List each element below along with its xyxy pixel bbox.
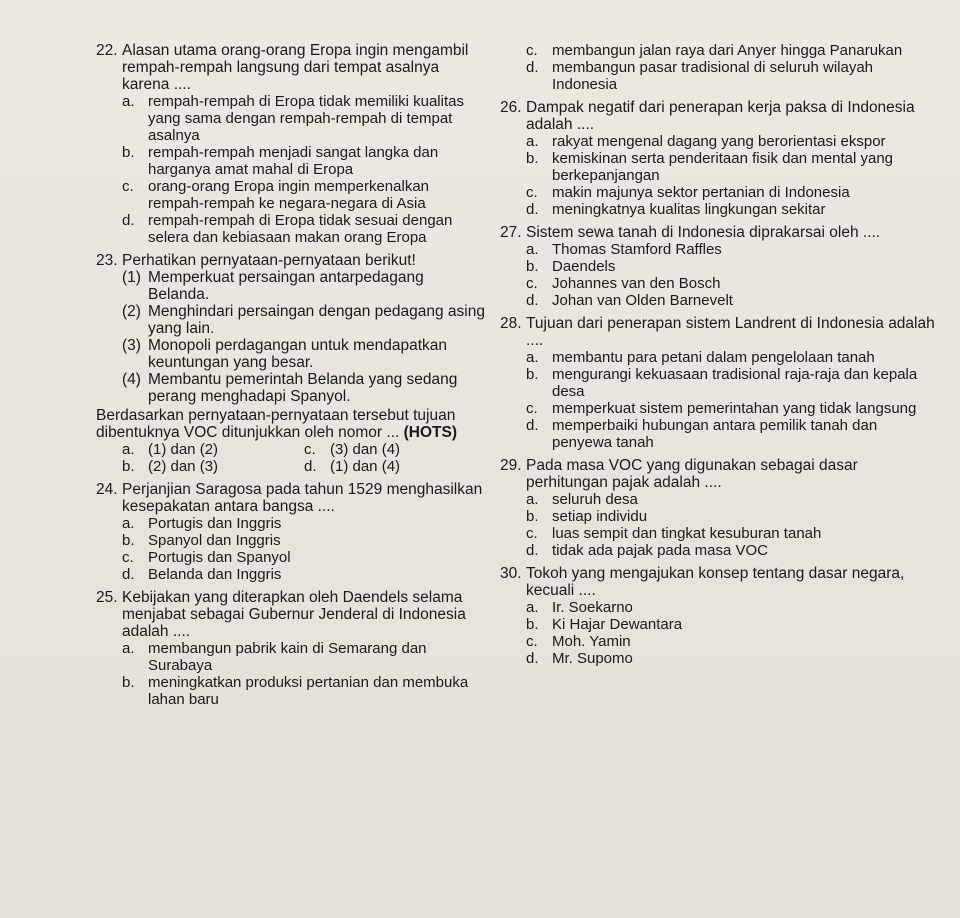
option-text: (2) dan (3) [148,458,219,475]
option-text: membangun jalan raya dari Anyer hingga Panarukan [552,42,903,59]
option-text: membantu para petani dalam pengelolaan tanah [552,349,875,366]
option-b[interactable] [122,458,304,475]
option-text: orang-orang Eropa ingin memperkenalkan rempah-rempah ke negara-negara di Asia [148,178,430,212]
statement-2 [96,303,486,337]
option-letter: d. [526,650,539,667]
question-number: 30. [500,565,522,582]
option-c[interactable] [526,525,940,542]
option-b[interactable] [122,532,486,549]
option-text: Daendels [552,258,616,275]
option-b[interactable] [526,616,940,633]
option-text: Johan van Olden Barnevelt [552,292,733,309]
question-number: 22. [96,42,118,59]
statement-text: Menghindari persaingan dengan pedagang asing yang lain. [148,303,485,337]
question-28 [500,315,940,451]
option-letter: a. [122,640,135,657]
option-text: memperbaiki hubungan antara pemilik tanah dan penyewa tanah [552,417,878,451]
statement-number: (4) [122,371,141,388]
option-c[interactable] [526,42,940,59]
question-number: 29. [500,457,522,474]
question-30 [500,565,940,667]
option-b[interactable] [122,674,486,708]
option-letter: b. [526,616,539,633]
question-number: 23. [96,252,118,269]
option-letter: b. [526,150,539,167]
option-d[interactable] [526,292,940,309]
question-stem: Tujuan dari penerapan sistem Landrent di Indonesia adalah .... [526,315,935,349]
question-stem: Dampak negatif dari penerapan kerja paksa di Indonesia adalah .... [526,99,915,133]
statement-4 [96,371,486,405]
question-22 [96,42,486,246]
option-d[interactable] [526,542,940,559]
option-text: kemiskinan serta penderitaan fisik dan mental yang berkepanjangan [552,150,894,184]
question-stem: Perjanjian Saragosa pada tahun 1529 menghasilkan kesepakatan antara bangsa .... [122,481,483,515]
option-letter: c. [526,184,538,201]
question-number: 28. [500,315,522,332]
option-a[interactable] [526,241,940,258]
option-a[interactable] [526,133,940,150]
question-29 [500,457,940,559]
option-c[interactable] [304,441,486,458]
option-text: luas sempit dan tingkat kesuburan tanah [552,525,822,542]
option-d[interactable] [526,59,940,93]
option-letter: a. [526,133,539,150]
option-text: Thomas Stamford Raffles [552,241,722,258]
question-23 [96,252,486,475]
option-text: memperkuat sistem pemerintahan yang tidak langsung [552,400,917,417]
option-letter: c. [526,42,538,59]
question-stem: Perhatikan pernyataan-pernyataan berikut! [122,252,416,269]
question-stem: Pada masa VOC yang digunakan sebagai dasar perhitungan pajak adalah .... [526,457,858,491]
hots-label: (HOTS) [403,424,457,441]
option-letter: c. [526,275,538,292]
option-letter: a. [526,599,539,616]
option-text: meningkatkan produksi pertanian dan membuka lahan baru [148,674,469,708]
statement-number: (2) [122,303,141,320]
option-letter: c. [526,400,538,417]
statement-number: (3) [122,337,141,354]
question-25 [96,589,486,708]
option-text: seluruh desa [552,491,638,508]
option-letter: b. [526,508,539,525]
option-letter: a. [526,491,539,508]
option-a[interactable] [122,441,304,458]
question-stem: Sistem sewa tanah di Indonesia diprakarsai oleh .... [526,224,881,241]
option-text: (1) dan (4) [330,458,401,475]
question-24 [96,481,486,583]
option-letter: d. [526,59,539,76]
option-c[interactable] [526,184,940,201]
option-b[interactable] [526,366,940,400]
option-a[interactable] [526,349,940,366]
option-text: Spanyol dan Inggris [148,532,281,549]
option-b[interactable] [122,144,486,178]
option-text: (1) dan (2) [148,441,219,458]
option-text: setiap individu [552,508,648,525]
question-number: 24. [96,481,118,498]
option-text: rempah-rempah menjadi sangat langka dan harganya amat mahal di Eropa [148,144,439,178]
question-27 [500,224,940,309]
option-letter: d. [122,566,135,583]
option-a[interactable] [122,515,486,532]
question-22-continued [500,42,940,93]
question-number: 26. [500,99,522,116]
question-26 [500,99,940,218]
option-text: membangun pabrik kain di Semarang dan Surabaya [148,640,427,674]
option-c[interactable] [526,633,940,650]
option-text: tidak ada pajak pada masa VOC [552,542,768,559]
option-text: meningkatnya kualitas lingkungan sekitar [552,201,826,218]
left-column [96,42,486,714]
option-letter: a. [122,515,135,532]
option-letter: c. [122,178,134,195]
option-d[interactable] [526,201,940,218]
option-letter: d. [526,292,539,309]
option-letter: c. [526,525,538,542]
question-conclusion [96,407,486,441]
option-letter: b. [122,144,135,161]
option-text: Johannes van den Bosch [552,275,721,292]
option-c[interactable] [526,275,940,292]
option-letter: d. [526,201,539,218]
option-letter: c. [122,549,134,566]
statement-1 [96,269,486,303]
option-text: rempah-rempah di Eropa tidak sesuai dengan selera dan kebiasaan makan orang Eropa [148,212,453,246]
statement-text: Monopoli perdagangan untuk mendapatkan keuntungan yang besar. [148,337,448,371]
option-c[interactable] [526,400,940,417]
option-text: (3) dan (4) [330,441,401,458]
option-letter: d. [122,212,135,229]
option-letter: c. [304,441,316,458]
option-d[interactable] [526,417,940,451]
conclusion-text: Berdasarkan pernyataan-pernyataan tersebut tujuan dibentuknya VOC ditunjukkan oleh nomor ... [96,407,456,441]
option-b[interactable] [526,508,940,525]
option-letter: d. [526,417,539,434]
option-letter: a. [122,93,135,110]
option-text: Belanda dan Inggris [148,566,282,583]
option-text: Ki Hajar Dewantara [552,616,683,633]
option-a[interactable] [122,93,486,144]
option-letter: c. [526,633,538,650]
question-stem: Tokoh yang mengajukan konsep tentang dasar negara, kecuali .... [526,565,905,599]
statement-text: Memperkuat persaingan antarpedagang Belanda. [148,269,424,303]
question-number: 25. [96,589,118,606]
option-letter: a. [122,441,135,458]
question-number: 27. [500,224,522,241]
option-c[interactable] [122,549,486,566]
statement-number: (1) [122,269,141,286]
option-text: Ir. Soekarno [552,599,633,616]
option-letter: b. [122,458,135,475]
option-b[interactable] [526,150,940,184]
question-stem: Kebijakan yang diterapkan oleh Daendels selama menjabat sebagai Gubernur Jenderal di Indonesia adalah .... [122,589,466,640]
option-text: Moh. Yamin [552,633,631,650]
option-text: Portugis dan Spanyol [148,549,291,566]
option-d[interactable] [122,566,486,583]
option-text: rakyat mengenal dagang yang berorientasi ekspor [552,133,886,150]
option-d[interactable] [122,212,486,246]
question-stem: Alasan utama orang-orang Eropa ingin mengambil rempah-rempah langsung dari tempat asalnya karena .... [122,42,469,93]
option-text: Mr. Supomo [552,650,633,667]
option-a[interactable] [122,640,486,674]
option-text: Portugis dan Inggris [148,515,282,532]
option-letter: b. [122,532,135,549]
option-d[interactable] [526,650,940,667]
option-letter: d. [304,458,317,475]
option-a[interactable] [526,599,940,616]
option-b[interactable] [526,258,940,275]
option-text: makin majunya sektor pertanian di Indonesia [552,184,850,201]
right-column [500,42,940,673]
statement-text: Membantu pemerintah Belanda yang sedang perang menghadapi Spanyol. [148,371,458,405]
option-letter: d. [526,542,539,559]
option-text: rempah-rempah di Eropa tidak memiliki kualitas yang sama dengan rempah-rempah di tempat asalnya [148,93,464,144]
option-letter: a. [526,241,539,258]
option-d[interactable] [304,458,486,475]
option-letter: b. [526,258,539,275]
option-letter: b. [122,674,135,691]
option-letter: b. [526,366,539,383]
statement-3 [96,337,486,371]
option-text: mengurangi kekuasaan tradisional raja-raja dan kepala desa [552,366,918,400]
option-c[interactable] [122,178,486,212]
option-a[interactable] [526,491,940,508]
option-text: membangun pasar tradisional di seluruh wilayah Indonesia [552,59,874,93]
option-letter: a. [526,349,539,366]
